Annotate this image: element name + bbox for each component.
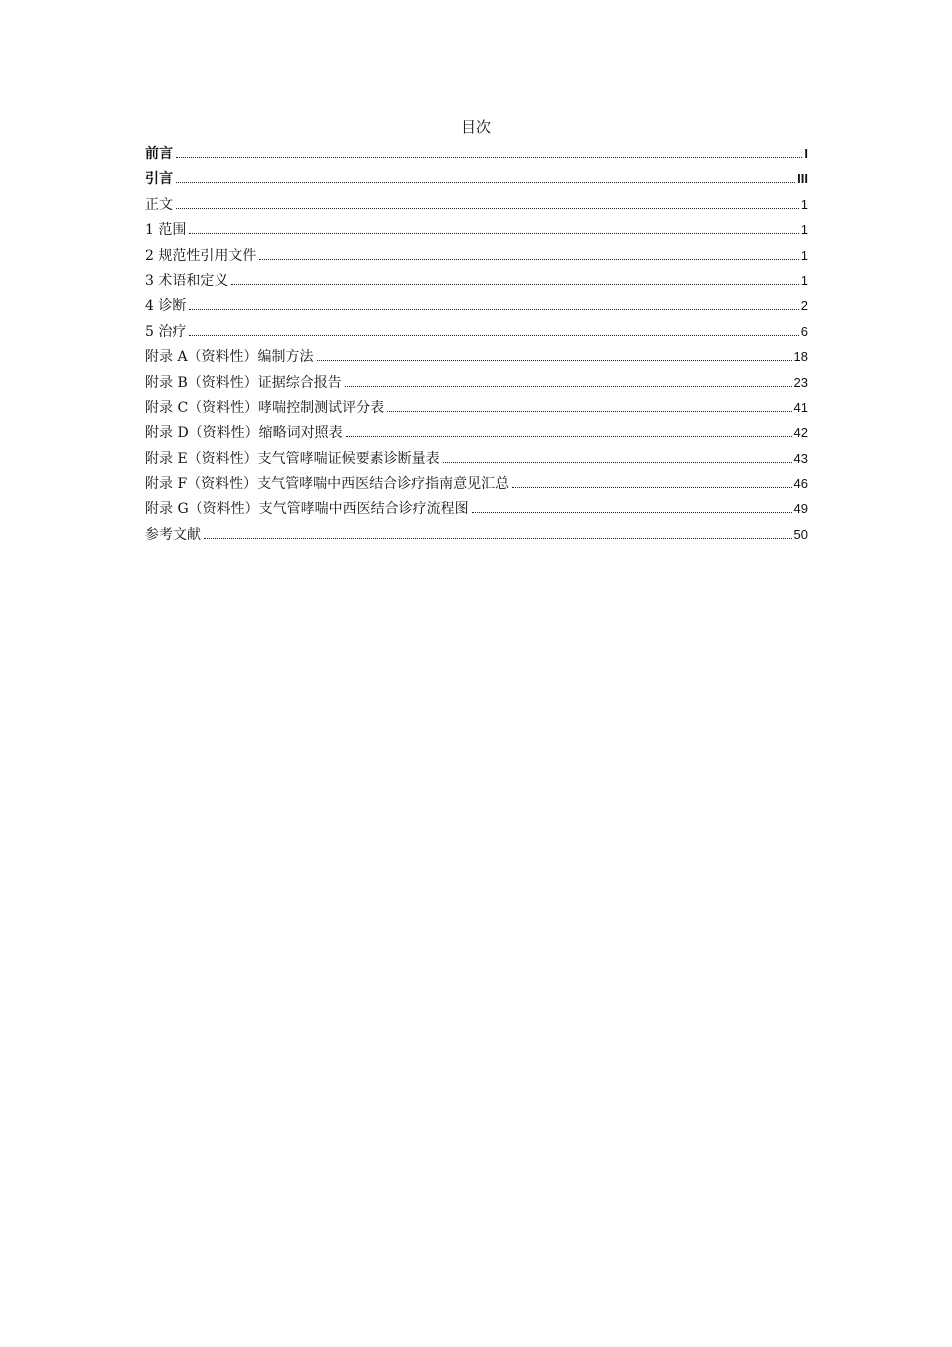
toc-entry-label: 附录 A（资料性）编制方法 [145,349,314,366]
toc-entry-page-number: 1 [800,247,808,263]
toc-entry-label: 附录 G（资料性）支气管哮喘中西医结合诊疗流程图 [145,501,469,518]
toc-entry[interactable] [145,373,808,398]
dot-leader [204,538,792,539]
dot-leader [259,259,798,260]
toc-entry-label: 1 范围 [145,222,187,239]
dot-leader [231,284,798,285]
dot-leader [176,157,802,158]
table-of-contents [145,144,808,550]
toc-entry-label: 3 术语和定义 [145,272,229,289]
dot-leader [189,335,798,336]
toc-entry-page-number: 23 [793,374,808,390]
toc-entry[interactable] [145,474,808,499]
toc-entry[interactable] [145,246,808,271]
toc-entry-label: 前言 [145,146,173,162]
toc-entry[interactable] [145,296,808,321]
toc-entry-page-number: 49 [793,501,808,517]
toc-entry[interactable] [145,449,808,474]
toc-entry-page-number: 18 [793,349,808,365]
toc-entry[interactable] [145,220,808,245]
toc-entry-label: 附录 C（资料性）哮喘控制测试评分表 [145,399,385,416]
toc-entry[interactable] [145,398,808,423]
dot-leader [443,462,792,463]
toc-entry-page-number: III [797,171,808,187]
toc-entry-label: 附录 E（资料性）支气管哮喘证候要素诊断量表 [145,450,440,467]
dot-leader [512,487,791,488]
toc-entry[interactable] [145,322,808,347]
dot-leader [189,309,798,310]
toc-entry-page-number: 50 [793,526,808,542]
toc-entry-label: 附录 F（资料性）支气管哮喘中西医结合诊疗指南意见汇总 [145,476,510,493]
dot-leader [346,436,792,437]
toc-entry-page-number: 42 [793,425,808,441]
toc-entry-label: 引言 [145,171,173,188]
toc-entry[interactable] [145,423,808,448]
dot-leader [176,182,795,183]
toc-entry[interactable] [145,169,808,194]
dot-leader [345,386,792,387]
toc-entry-label: 4 诊断 [145,298,187,315]
dot-leader [189,233,798,234]
dot-leader [176,208,799,209]
toc-entry-label: 附录 B（资料性）证据综合报告 [145,374,342,391]
toc-entry[interactable] [145,195,808,220]
toc-entry[interactable] [145,144,808,169]
dot-leader [472,512,792,513]
toc-entry-label: 参考文献 [145,526,201,543]
toc-entry-label: 5 治疗 [145,323,187,340]
toc-entry-page-number: 1 [800,222,808,238]
toc-entry[interactable] [145,525,808,550]
toc-entry-label: 2 规范性引用文件 [145,247,257,264]
toc-entry[interactable] [145,347,808,372]
toc-entry-page-number: 46 [793,476,808,492]
toc-entry-page-number: 2 [800,298,808,314]
toc-entry-page-number: I [804,146,808,161]
toc-entry-page-number: 41 [793,399,808,415]
toc-entry-page-number: 43 [793,450,808,466]
toc-entry[interactable] [145,271,808,296]
toc-entry-label: 正文 [145,196,173,213]
toc-entry-page-number: 1 [800,196,808,212]
toc-title: 目次 [460,118,491,136]
toc-entry-page-number: 1 [800,272,808,288]
toc-entry-page-number: 6 [800,323,808,339]
dot-leader [317,360,792,361]
toc-entry-label: 附录 D（资料性）缩略词对照表 [145,425,343,442]
dot-leader [387,411,791,412]
toc-entry[interactable] [145,499,808,524]
